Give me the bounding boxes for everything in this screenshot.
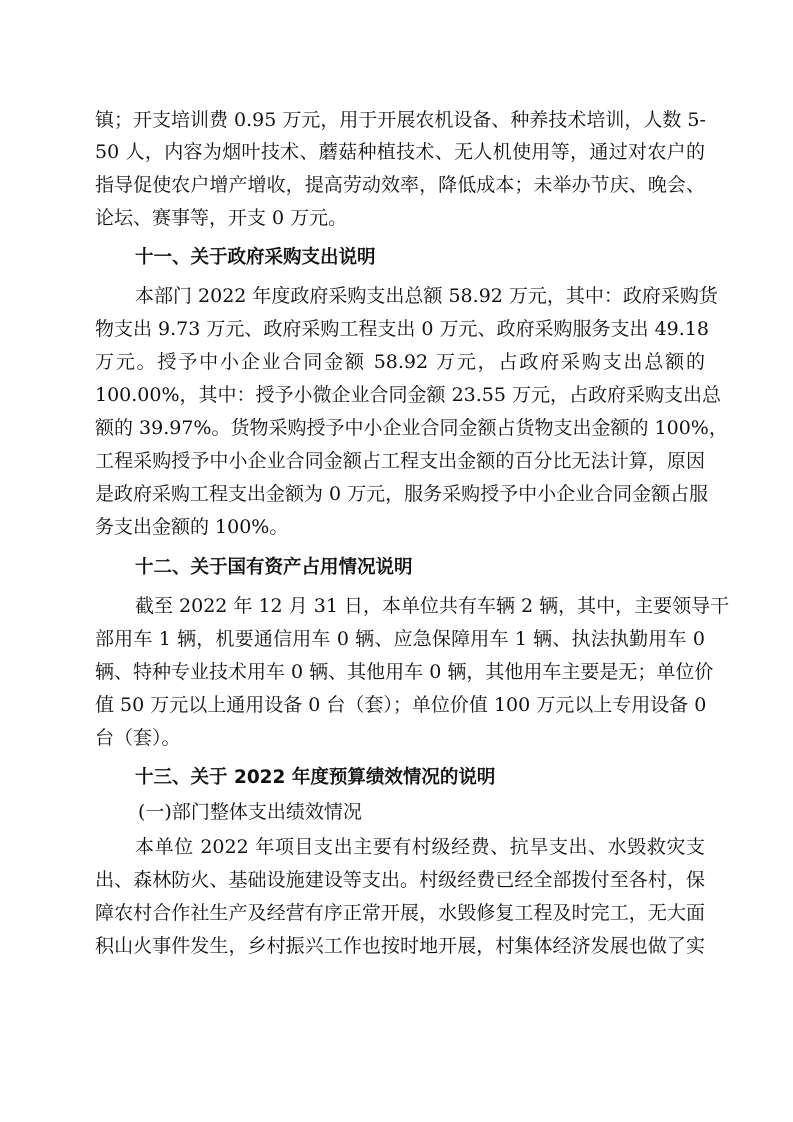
subsection-heading: (一)部门整体支出绩效情况 [138, 801, 362, 823]
body-line: 论坛、赛事等，开支 0 万元。 [95, 207, 348, 229]
body-line: 额的 39.97%。货物采购授予中小企业合同金额占货物支出金额的 100%， [95, 417, 728, 439]
body-line: 值 50 万元以上通用设备 0 台（套）；单位价值 100 万元以上专用设备 0 [95, 694, 707, 716]
body-line: 100.00%，其中：授予小微企业合同金额 23.55 万元，占政府采购支出总 [95, 384, 722, 406]
body-line: 物支出 9.73 万元、政府采购工程支出 0 万元、政府采购服务支出 49.18 [95, 318, 709, 340]
body-line: 工程采购授予中小企业合同金额占工程支出金额的百分比无法计算，原因 [95, 450, 705, 472]
body-line: 本部门 2022 年度政府采购支出总额 58.92 万元，其中：政府采购货 [135, 285, 718, 307]
body-line: 辆、特种专业技术用车 0 辆、其他用车 0 辆，其他用车主要是无；单位价 [95, 661, 714, 683]
section-heading: 十三、关于 2022 年度预算绩效情况的说明 [135, 767, 496, 788]
body-line: 务支出金额的 100%。 [95, 516, 289, 538]
body-line: 部用车 1 辆，机要通信用车 0 辆、应急保障用车 1 辆、执法执勤用车 0 [95, 628, 705, 650]
body-line: 万元。授予中小企业合同金额 58.92 万元，占政府采购支出总额的 [95, 351, 705, 373]
section-heading: 十一、关于政府采购支出说明 [135, 247, 376, 268]
body-line: 截至 2022 年 12 月 31 日，本单位共有车辆 2 辆，其中，主要领导干 [135, 595, 730, 617]
body-line: 出、森林防火、基础设施建设等支出。村级经费已经全部拨付至各村，保 [95, 869, 705, 891]
body-line: 是政府采购工程支出金额为 0 万元，服务采购授予中小企业合同金额占服 [95, 483, 709, 505]
section-heading: 十二、关于国有资产占用情况说明 [135, 557, 413, 578]
body-line: 镇；开支培训费 0.95 万元，用于开展农机设备、种养技术培训，人数 5- [95, 109, 706, 131]
body-line: 积山火事件发生，乡村振兴工作也按时地开展，村集体经济发展也做了实 [95, 935, 705, 957]
body-line: 50 人，内容为烟叶技术、蘑菇种植技术、无人机使用等，通过对农户的 [95, 141, 705, 163]
body-line: 障农村合作社生产及经营有序正常开展，水毁修复工程及时完工，无大面 [95, 902, 705, 924]
body-line: 台（套）。 [95, 727, 181, 749]
body-line: 指导促使农户增产增收，提高劳动效率，降低成本；未举办节庆、晚会、 [95, 174, 705, 196]
body-line: 本单位 2022 年项目支出主要有村级经费、抗旱支出、水毁救灾支 [135, 836, 705, 858]
